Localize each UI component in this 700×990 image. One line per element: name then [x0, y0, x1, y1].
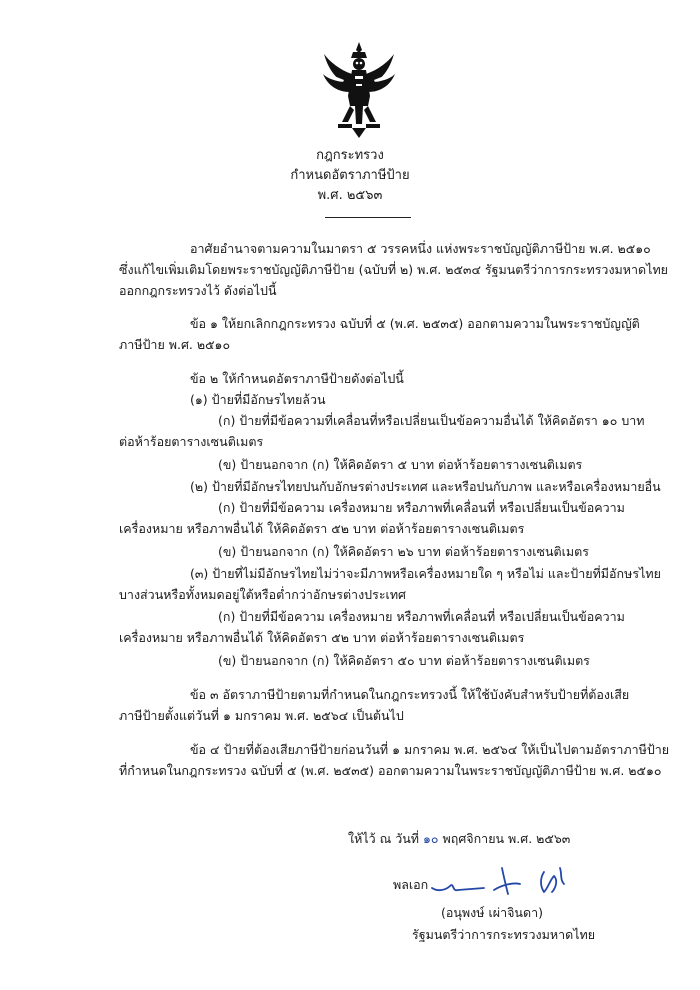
clause-2-sub-3-line-1: (๓) ป้ายที่ไม่มีอักษรไทยไม่ว่าจะมีภาพหรือเครื่องหมายใด ๆ หรือไม่ และป้ายที่มีอักษรไทย	[190, 566, 661, 581]
issue-date-day: ๑๐	[422, 831, 439, 846]
clause-2-sub-3b: (ข) ป้ายนอกจาก (ก) ให้คิดอัตรา ๕๐ บาท ต่อห้าร้อยตารางเซนติเมตร	[218, 653, 590, 668]
clause-2-sub-3-line-2: บางส่วนหรือทั้งหมดอยู่ใต้หรือต่ำกว่าอักษรต่างประเทศ	[119, 587, 406, 602]
clause-2-sub-1b: (ข) ป้ายนอกจาก (ก) ให้คิดอัตรา ๕ บาท ต่อห้าร้อยตารางเซนติเมตร	[218, 457, 583, 472]
garuda-emblem-icon	[322, 40, 396, 140]
clause-2-intro: ข้อ ๒ ให้กำหนดอัตราภาษีป้ายดังต่อไปนี้	[190, 371, 404, 386]
clause-2-sub-2a-line-1: (ก) ป้ายที่มีข้อความ เครื่องหมาย หรือภาพที่เคลื่อนที่ หรือเปลี่ยนเป็นข้อความ	[218, 500, 625, 515]
clause-2-sub-2: (๒) ป้ายที่มีอักษรไทยปนกับอักษรต่างประเทศ และหรือปนกับภาพ และหรือเครื่องหมายอื่น	[190, 479, 661, 494]
decree-year: พ.ศ. ๒๕๖๓	[317, 188, 383, 203]
issue-date-prefix: ให้ไว้ ณ วันที่	[348, 831, 419, 846]
issue-date	[348, 830, 570, 848]
title-divider	[325, 217, 411, 218]
signer-rank: พลเอก	[393, 877, 429, 892]
preamble-line-3: ออกกฎกระทรวงไว้ ดังต่อไปนี้	[119, 283, 277, 298]
clause-2-sub-1: (๑) ป้ายที่มีอักษรไทยล้วน	[190, 392, 326, 407]
clause-4-line-2: ที่กำหนดในกฎกระทรวง ฉบับที่ ๕ (พ.ศ. ๒๕๓๕) ออกตามความในพระราชบัญญัติภาษีป้าย พ.ศ. ๒๕๑๐	[119, 763, 662, 778]
clause-2-sub-3a-line-2: เครื่องหมาย หรือภาพอื่นได้ ให้คิดอัตรา ๕๒ บาท ต่อห้าร้อยตารางเซนติเมตร	[119, 630, 525, 645]
clause-2-sub-1a-line-1: (ก) ป้ายที่มีข้อความที่เคลื่อนที่หรือเปลี่ยนเป็นข้อความอื่นได้ ให้คิดอัตรา ๑๐ บาท	[218, 413, 645, 428]
signer-position: รัฐมนตรีว่าการกระทรวงมหาดไทย	[412, 927, 596, 942]
decree-title: กำหนดอัตราภาษีป้าย	[290, 168, 410, 183]
clause-1-line-1: ข้อ ๑ ให้ยกเลิกกฎกระทรวง ฉบับที่ ๕ (พ.ศ. ๒๕๓๕) ออกตามความในพระราชบัญญัติ	[190, 316, 640, 331]
clause-2-sub-3a-line-1: (ก) ป้ายที่มีข้อความ เครื่องหมาย หรือภาพที่เคลื่อนที่ หรือเปลี่ยนเป็นข้อความ	[218, 609, 625, 624]
clause-2-sub-2a-line-2: เครื่องหมาย หรือภาพอื่นได้ ให้คิดอัตรา ๕๒ บาท ต่อห้าร้อยตารางเซนติเมตร	[119, 521, 525, 536]
preamble-line-1: อาศัยอำนาจตามความในมาตรา ๕ วรรคหนึ่ง แห่งพระราชบัญญัติภาษีป้าย พ.ศ. ๒๕๑๐	[190, 241, 651, 256]
issue-date-rest: พฤศจิกายน พ.ศ. ๒๕๖๓	[442, 831, 571, 846]
preamble-line-2: ซึ่งแก้ไขเพิ่มเติมโดยพระราชบัญญัติภาษีป้าย (ฉบับที่ ๒) พ.ศ. ๒๕๓๔ รัฐมนตรีว่าการกระทรวงมหาดไทย	[119, 262, 669, 277]
clause-4-line-1: ข้อ ๔ ป้ายที่ต้องเสียภาษีป้ายก่อนวันที่ ๑ มกราคม พ.ศ. ๒๕๖๔ ให้เป็นไปตามอัตราภาษีป้าย	[190, 742, 670, 757]
signer-name: (อนุพงษ์ เผ่าจินดา)	[441, 905, 543, 920]
clause-3-line-2: ภาษีป้ายตั้งแต่วันที่ ๑ มกราคม พ.ศ. ๒๕๖๔ เป็นต้นไป	[119, 708, 404, 723]
handwritten-signature	[394, 862, 594, 902]
clause-3-line-1: ข้อ ๓ อัตราภาษีป้ายตามที่กำหนดในกฎกระทรวงนี้ ให้ใช้บังคับสำหรับป้ายที่ต้องเสีย	[190, 687, 630, 702]
clause-2-sub-2b: (ข) ป้ายนอกจาก (ก) ให้คิดอัตรา ๒๖ บาท ต่อห้าร้อยตารางเซนติเมตร	[218, 544, 589, 559]
clause-1-line-2: ภาษีป้าย พ.ศ. ๒๕๑๐	[119, 337, 231, 352]
decree-type: กฎกระทรวง	[316, 148, 384, 163]
clause-2-sub-1a-line-2: ต่อห้าร้อยตารางเซนติเมตร	[119, 434, 264, 449]
